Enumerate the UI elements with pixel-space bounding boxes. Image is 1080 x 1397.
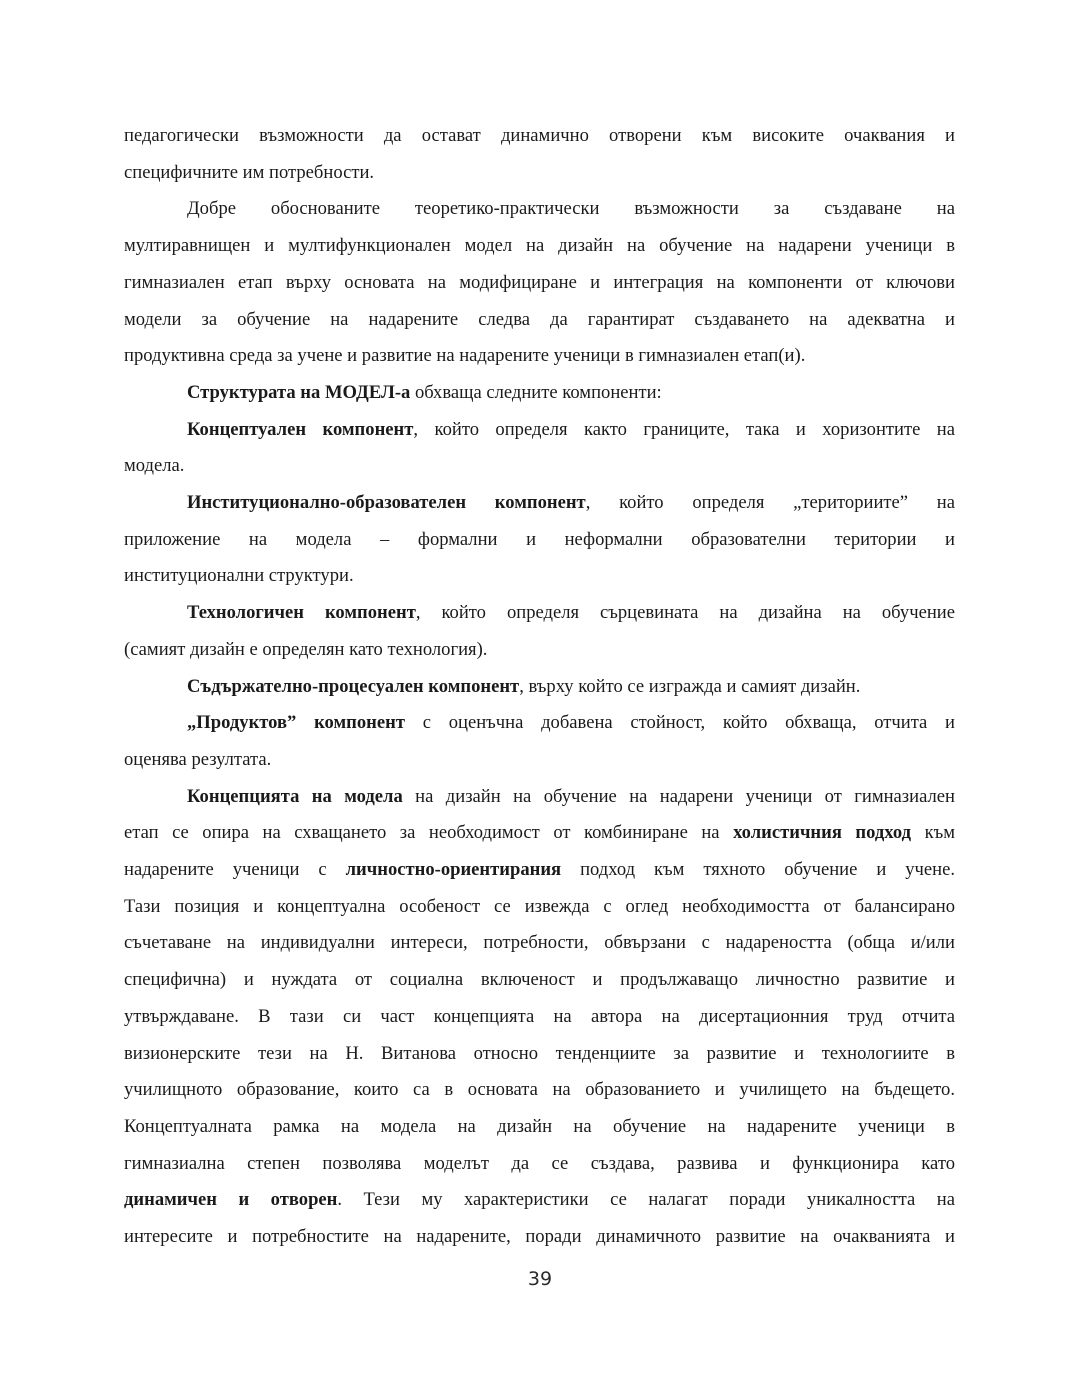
text-line: утвърждаване. В тази си част концепцията на автора на дисертационния труд отчита	[124, 1005, 955, 1027]
text-line: визионерските тези на Н. Витанова относно тенденциите за развитие и технологиите в	[124, 1042, 955, 1064]
text-line: съчетаване на индивидуални интереси, потребности, обвързани с надареността (обща и/или	[124, 932, 955, 954]
paragraph-product-component	[124, 705, 955, 778]
text-run: , който определя както границите, така и хоризонтите на	[413, 418, 955, 440]
bold-term: холистичния подход	[733, 822, 912, 844]
text-line: продуктивна среда за учене и развитие на надарените ученици в гимназиален етап(и).	[124, 345, 806, 367]
text-line: Добре обоснованите теоретико-практически възможности за създаване на	[187, 198, 955, 220]
bold-term: Концептуален компонент	[187, 418, 414, 440]
text-line: гимназиална степен позволява моделът да се създава, развива и функционира като	[124, 1152, 955, 1174]
text-line: оценява резултата.	[124, 748, 272, 770]
paragraph-model-concept	[124, 779, 955, 1256]
text-run: , върху който се изгражда и самият дизайн.	[519, 675, 861, 697]
paragraph-technological-component	[124, 595, 955, 668]
text-line: мултиравнищен и мултифункционален модел на дизайн на обучение на надарени ученици в	[124, 235, 955, 257]
text-run: етап се опира на схващането за необходимост от комбиниране на	[124, 822, 734, 844]
bold-term: личностно-ориентирания	[345, 859, 562, 881]
text-line	[124, 595, 955, 632]
text-line	[124, 375, 955, 412]
text-line	[124, 852, 955, 889]
text-line	[124, 669, 955, 706]
text-line	[124, 815, 955, 852]
text-run: , който определя сърцевината на дизайна на обучение	[415, 602, 955, 624]
text-line	[124, 705, 955, 742]
text-line: Тази позиция и концептуална особеност се извежда с оглед необходимостта от балансирано	[124, 895, 955, 917]
text-run: обхваща следните компоненти:	[410, 381, 662, 403]
text-line: модели за обучение на надарените следва да гарантират създаването на адекватна и	[124, 308, 955, 330]
text-run: . Тези му характеристики се налагат поради уникалността на	[337, 1189, 955, 1211]
text-line: Концептуалната рамка на модела на дизайн на обучение на надарените ученици в	[124, 1115, 955, 1137]
text-line	[124, 412, 955, 449]
text-line: модела.	[124, 455, 185, 477]
bold-term: „Продуктов” компонент	[187, 712, 405, 734]
text-run: към	[911, 822, 955, 844]
bold-term: Институционално-образователен компонент	[187, 492, 586, 514]
text-run: надарените ученици с	[124, 859, 346, 881]
text-line: специфична) и нуждата от социална включеност и продължаващо личностно развитие и	[124, 969, 955, 991]
text-line: педагогически възможности да остават динамично отворени към високите очаквания и	[124, 125, 955, 146]
text-line	[124, 779, 955, 816]
bold-term: динамичен и отворен	[124, 1189, 338, 1211]
bold-term: Технологичен компонент	[187, 602, 416, 624]
text-line: гимназиален етап върху основата на модифициране и интеграция на компоненти от ключови	[124, 271, 955, 293]
page-body	[124, 118, 955, 1256]
bold-term: Структурата на МОДЕЛ-а	[187, 381, 411, 403]
text-run: подход към тяхното обучение и учене.	[561, 859, 955, 881]
text-line	[124, 485, 955, 522]
bold-term: Концепцията на модела	[187, 785, 403, 807]
bold-term: Съдържателно-процесуален компонент	[187, 675, 520, 697]
text-run: с оценъчна добавена стойност, който обхваща, отчита и	[404, 712, 955, 734]
paragraph-content-process-component	[124, 669, 955, 706]
text-line: институционални структури.	[124, 565, 354, 587]
text-line: училищното образование, които са в основата на образованието и училището на бъдещето.	[124, 1079, 955, 1101]
text-run: на дизайн на обучение на надарени ученици от гимназиален	[402, 785, 956, 807]
text-line: приложение на модела – формални и неформални образователни територии и	[124, 528, 955, 550]
text-line	[124, 1182, 955, 1219]
text-line: специфичните им потребности.	[124, 161, 375, 183]
text-line: интересите и потребностите на надарените, поради динамичното развитие на очакванията и	[124, 1226, 955, 1248]
paragraph-institutional-component	[124, 485, 955, 595]
paragraph-conceptual-component	[124, 412, 955, 485]
page-number: 39	[527, 1268, 553, 1290]
paragraph-structure	[124, 375, 955, 412]
paragraph-1	[124, 118, 955, 191]
text-line: (самият дизайн е определян като технология).	[124, 638, 488, 660]
paragraph-2	[124, 191, 955, 375]
text-run: , който определя „териториите” на	[585, 492, 955, 514]
